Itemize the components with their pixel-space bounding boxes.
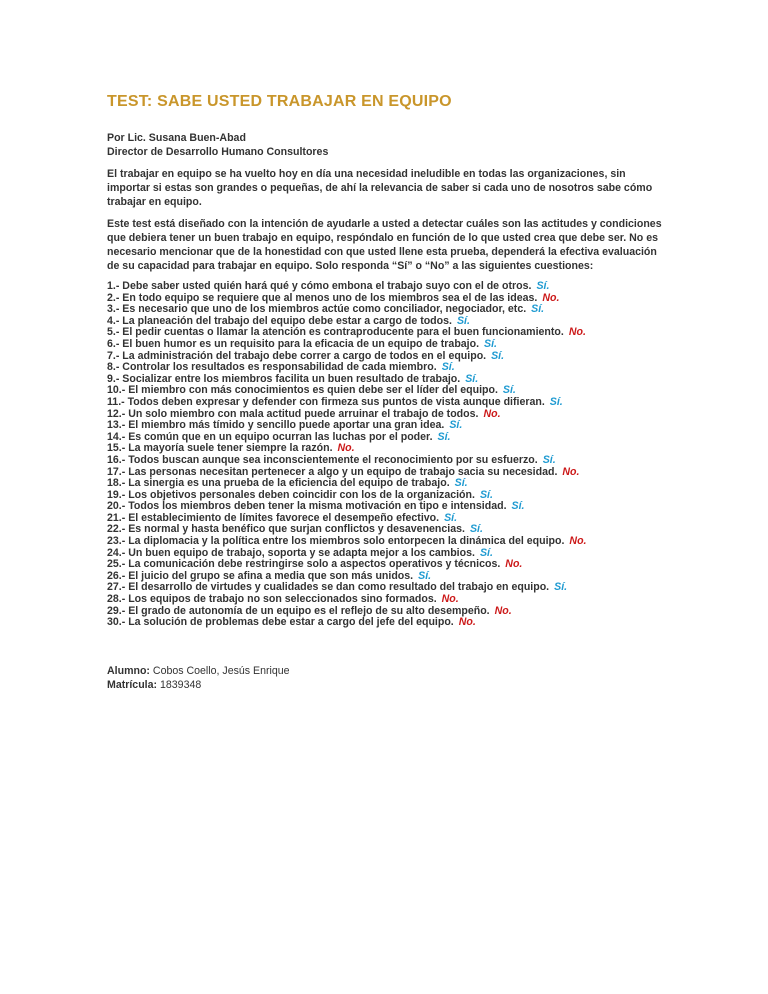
question-text: 14.- Es común que en un equipo ocurran las luchas por el poder. <box>107 430 433 443</box>
question-answer: Sí. <box>502 384 516 397</box>
question-text: 11.- Todos deben expresar y defender con firmeza sus puntos de vista aunque difieran. <box>107 395 545 408</box>
question-text: 9.- Socializar entre los miembros facilita un buen resultado de trabajo. <box>107 372 461 385</box>
question-text: 7.- La administración del trabajo debe correr a cargo de todos en el equipo. <box>107 349 487 362</box>
student-id-line <box>107 678 290 692</box>
question-text: 24.- Un buen equipo de trabajo, soporta y se adapta mejor a los cambios. <box>107 546 475 559</box>
question-text: 6.- El buen humor es un requisito para la eficacia de un equipo de trabajo. <box>107 337 480 350</box>
question-answer: Sí. <box>444 511 458 524</box>
student-name-value: Cobos Coello, Jesús Enrique <box>152 665 290 677</box>
question-answer: Sí. <box>437 430 451 443</box>
question-answer: No. <box>483 407 501 420</box>
question-answer: Sí. <box>536 280 550 292</box>
question-answer: No. <box>505 558 523 571</box>
question-text: 25.- La comunicación debe restringirse solo a aspectos operativos y técnicos. <box>107 558 501 571</box>
question-answer: No. <box>562 465 580 478</box>
student-name-label: Alumno: <box>107 665 150 677</box>
question-text: 22.- Es normal y hasta benéfico que surjan conflictos y desavenencias. <box>107 523 465 536</box>
question-answer: Sí. <box>418 569 432 582</box>
question-answer: Sí. <box>549 395 563 408</box>
question-text: 4.- La planeación del trabajo del equipo debe estar a cargo de todos. <box>107 314 452 327</box>
question-text: 12.- Un solo miembro con mala actitud puede arruinar el trabajo de todos. <box>107 407 479 420</box>
question-list <box>107 281 667 629</box>
question-text: 19.- Los objetivos personales deben coincidir con los de la organización. <box>107 488 475 501</box>
question-answer: Sí. <box>511 500 525 513</box>
question-text: 2.- En todo equipo se requiere que al menos uno de los miembros sea el de las ideas. <box>107 291 538 304</box>
question-answer: No. <box>542 291 560 304</box>
student-id-label: Matrícula: <box>107 679 158 691</box>
question-text: 13.- El miembro más tímido y sencillo puede aportar una gran idea. <box>107 419 445 432</box>
question-text: 8.- Controlar los resultados es responsabilidad de cada miembro. <box>107 361 437 374</box>
student-name-line <box>107 664 290 678</box>
question-answer: Sí. <box>469 523 483 536</box>
question-answer: Sí. <box>454 477 468 490</box>
question-answer: Sí. <box>449 419 463 432</box>
question-answer: No. <box>337 442 355 455</box>
question-text: 30.- La solución de problemas debe estar a cargo del jefe del equipo. <box>107 616 454 629</box>
question-text: 23.- La diplomacia y la política entre los miembros solo entorpecen la dinámica del equipo. <box>107 535 565 548</box>
question-text: 26.- El juicio del grupo se afina a media que son más unidos. <box>107 569 414 582</box>
question-text: 27.- El desarrollo de virtudes y cualidades se dan como resultado del trabajo en equipo. <box>107 581 550 594</box>
document-page <box>107 92 667 629</box>
question-answer: No. <box>494 604 512 617</box>
question-text: 5.- El pedir cuentas o llamar la atención es contraproducente para el buen funcionamiento. <box>107 326 564 339</box>
question-answer: Sí. <box>465 372 479 385</box>
question-answer: Sí. <box>441 361 455 374</box>
student-id-value: 1839348 <box>160 679 202 691</box>
question-answer: No. <box>441 593 459 606</box>
author-block <box>107 131 667 159</box>
question-answer: No. <box>569 535 587 548</box>
question-text: 18.- La sinergia es una prueba de la eficiencia del equipo de trabajo. <box>107 477 450 490</box>
question-answer: No. <box>458 616 476 629</box>
question-answer: Sí. <box>479 488 493 501</box>
question-answer: Sí. <box>484 337 497 350</box>
question-answer: No. <box>568 326 586 339</box>
question-text: 20.- Todos los miembros deben tener la misma motivación en tipo e intensidad. <box>107 500 507 513</box>
question-answer: Sí. <box>542 453 556 466</box>
question-answer: Sí. <box>456 314 470 327</box>
question-answer: Sí. <box>491 349 505 362</box>
author-name: Por Lic. Susana Buen-Abad <box>107 132 246 144</box>
question-answer: Sí. <box>554 581 568 594</box>
instructions-paragraph: Este test está diseñado con la intención de ayudarle a usted a detectar cuáles son las actitudes y condiciones que debiera tener un buen trabajo en equipo, respóndalo en función de lo que usted crea que debe ser. No es necesario mencionar que de la honestidad con que usted llene esta prueba, dependerá la efectiva evaluación de su capacidad para trabajar en equipo. Solo responda “Sí” o “No” a las siguientes cuestiones: <box>107 218 662 272</box>
question-text: 21.- El establecimiento de límites favorece el desempeño efectivo. <box>107 511 440 524</box>
question-text: 17.- Las personas necesitan pertenecer a algo y un equipo de trabajo sacia su necesidad. <box>107 465 558 478</box>
question-item <box>107 617 667 629</box>
question-text: 3.- Es necesario que uno de los miembros actúe como conciliador, negociador, etc. <box>107 303 527 316</box>
question-text: 29.- El grado de autonomía de un equipo es el reflejo de su alto desempeño. <box>107 604 490 617</box>
document-title: TEST: SABE USTED TRABAJAR EN EQUIPO <box>107 93 452 110</box>
question-text: 15.- La mayoría suele tener siempre la razón. <box>107 442 333 455</box>
student-info <box>107 664 290 692</box>
question-text: 16.- Todos buscan aunque sea inconscientemente el reconocimiento por su esfuerzo. <box>107 453 538 466</box>
intro-paragraph: El trabajar en equipo se ha vuelto hoy en día una necesidad ineludible en todas las organizaciones, sin importar si estas son grandes o pequeñas, de ahí la relevancia de saber si cada uno de nosotros sabe cómo trabajar en equipo. <box>107 168 653 208</box>
question-answer: Sí. <box>479 546 493 559</box>
author-role: Director de Desarrollo Humano Consultores <box>107 146 329 158</box>
question-text: 10.- El miembro con más conocimientos es quien debe ser el líder del equipo. <box>107 384 498 397</box>
question-answer: Sí. <box>531 303 545 316</box>
question-text: 28.- Los equipos de trabajo no son seleccionados sino formados. <box>107 593 437 606</box>
question-text: 1.- Debe saber usted quién hará qué y cómo embona el trabajo suyo con el de otros. <box>107 280 532 292</box>
